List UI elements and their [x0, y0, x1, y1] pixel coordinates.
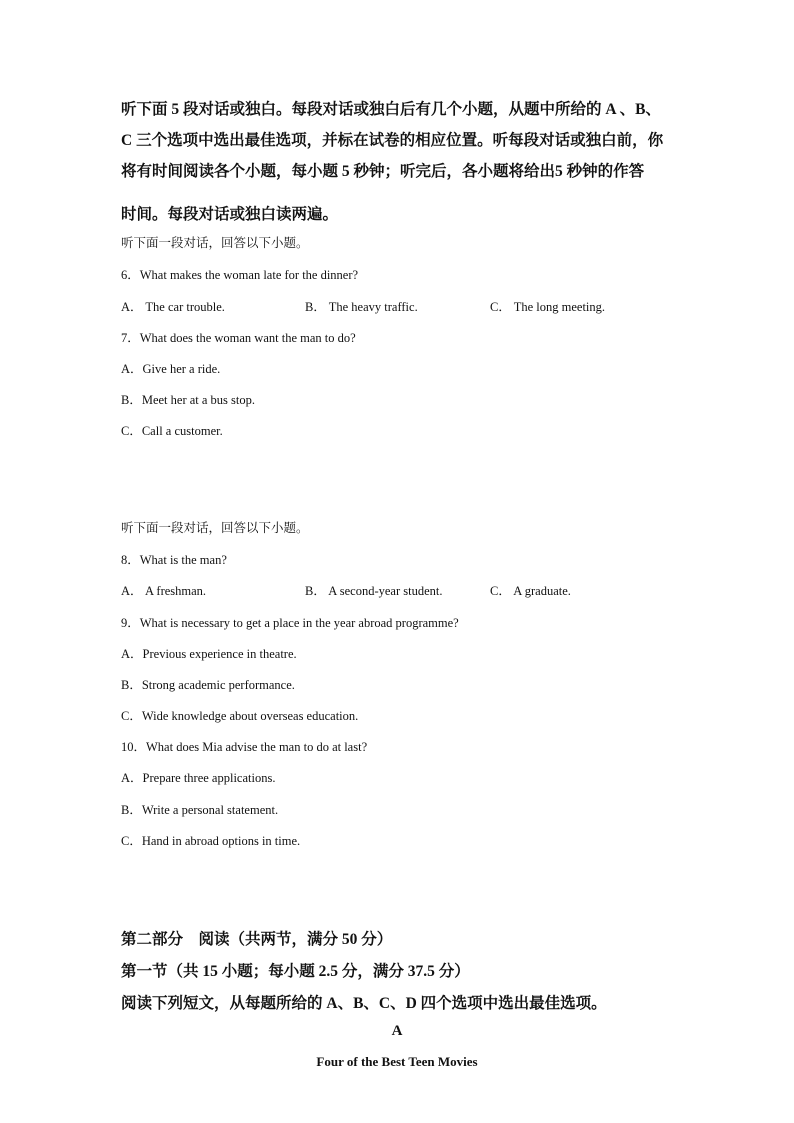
question-7-option-b: B．Meet her at a bus stop. — [121, 393, 256, 407]
question-9-option-b: B．Strong academic performance. — [121, 678, 295, 692]
passage-label: A — [391, 1023, 403, 1039]
question-9-option-c: C．Wide knowledge about overseas education. — [121, 709, 359, 723]
question-6-option-c: C． The long meeting. — [490, 300, 606, 314]
question-7-option-a: A．Give her a ride. — [121, 362, 221, 376]
question-9-option-a: A．Previous experience in theatre. — [121, 647, 297, 661]
dialog-2-intro: 听下面一段对话，回答以下小题。 — [121, 521, 309, 535]
question-6-option-b: B． The heavy traffic. — [305, 300, 418, 314]
instructions-line-4: 时间。每段对话或独白读两遍。 — [121, 206, 339, 223]
passage-title: Four of the Best Teen Movies — [316, 1054, 478, 1069]
dialog-1-intro: 听下面一段对话，回答以下小题。 — [121, 236, 309, 250]
part-2-title: 第二部分 阅读（共两节，满分 50 分） — [121, 931, 393, 948]
question-10-option-c: C．Hand in abroad options in time. — [121, 834, 301, 848]
reading-directions: 阅读下列短文，从每题所给的 A、B、C、D 四个选项中选出最佳选项。 — [121, 995, 607, 1012]
instructions-line-1: 听下面 5 段对话或独白。每段对话或独白后有几个小题，从题中所给的 A 、B、 — [121, 101, 661, 118]
question-8-option-b: B． A second-year student. — [305, 584, 443, 598]
question-8-option-a: A． A freshman. — [121, 584, 207, 598]
question-8: 8．What is the man? — [121, 553, 227, 567]
question-6-option-a: A． The car trouble. — [121, 300, 225, 314]
question-10-option-b: B．Write a personal statement. — [121, 803, 279, 817]
question-7: 7．What does the woman want the man to do? — [121, 331, 356, 345]
question-10: 10．What does Mia advise the man to do at last? — [121, 740, 368, 754]
instructions-line-2: C 三个选项中选出最佳选项，并标在试卷的相应位置。听每段对话或独白前，你 — [121, 132, 664, 149]
question-6: 6．What makes the woman late for the dinner? — [121, 268, 359, 282]
instructions-line-3: 将有时间阅读各个小题，每小题 5 秒钟；听完后，各小题将给出5 秒钟的作答 — [121, 163, 645, 180]
question-10-option-a: A．Prepare three applications. — [121, 771, 276, 785]
question-8-option-c: C． A graduate. — [490, 584, 571, 598]
question-9: 9．What is necessary to get a place in the year abroad programme? — [121, 616, 459, 630]
question-7-option-c: C．Call a customer. — [121, 424, 223, 438]
section-1-title: 第一节（共 15 小题；每小题 2.5 分，满分 37.5 分） — [121, 963, 470, 980]
